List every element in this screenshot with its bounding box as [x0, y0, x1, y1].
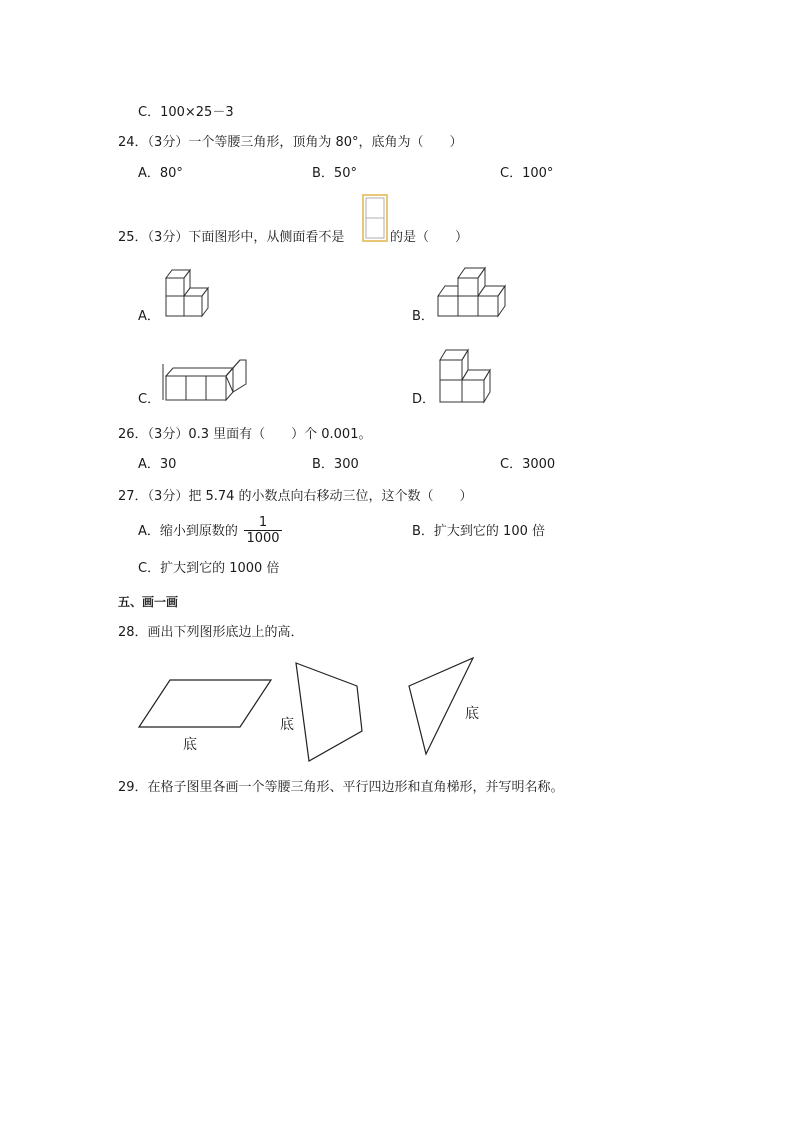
q27-option-a-prefix: A．缩小到原数的	[138, 524, 238, 539]
q27-option-c: C．扩大到它的 1000 倍	[138, 561, 280, 576]
q24-option-b: B．50°	[312, 166, 357, 181]
q26-option-c: C．3000	[500, 457, 556, 472]
q23-option-c: C．100×25－3	[138, 105, 234, 120]
base-label-triangle: 底	[465, 706, 479, 722]
q24-stem: 24．（3分）一个等腰三角形，顶角为 80°，底角为（ ）	[118, 135, 463, 150]
quadrilateral-shape	[296, 663, 362, 761]
q24-option-c: C．100°	[500, 166, 554, 181]
q25-stem-before: 25．（3分）下面图形中，从侧面看不是	[118, 230, 345, 245]
triangle-shape	[409, 658, 473, 754]
q25-option-c: C．	[138, 392, 161, 407]
q25-option-a: A．	[138, 309, 160, 324]
base-label-quadrilateral: 底	[280, 717, 294, 733]
q27-option-b: B．扩大到它的 100 倍	[412, 524, 545, 539]
q24-option-a: A．80°	[138, 166, 183, 181]
base-label-parallelogram: 底	[183, 737, 197, 753]
q26-option-a: A．30	[138, 457, 177, 472]
fraction-denominator: 1000	[244, 530, 282, 546]
q27-stem: 27．（3分）把 5.74 的小数点向右移动三位，这个数（ ）	[118, 489, 473, 504]
q25-stem-after: 的是（ ）	[390, 230, 469, 245]
q28-stem: 28．画出下列图形底边上的高．	[118, 625, 304, 640]
q26-option-b: B．300	[312, 457, 359, 472]
section-title: 五、画一画	[118, 595, 179, 609]
q25-option-b: B．	[412, 309, 434, 324]
q26-stem: 26．（3分）0.3 里面有（ ）个 0.001。	[118, 427, 372, 442]
q25-option-d: D．	[412, 392, 436, 407]
parallelogram-shape	[139, 680, 271, 727]
q29-stem: 29．在格子图里各画一个等腰三角形、平行四边形和直角梯形，并写明名称。	[118, 780, 564, 795]
fraction-numerator: 1	[258, 515, 268, 530]
